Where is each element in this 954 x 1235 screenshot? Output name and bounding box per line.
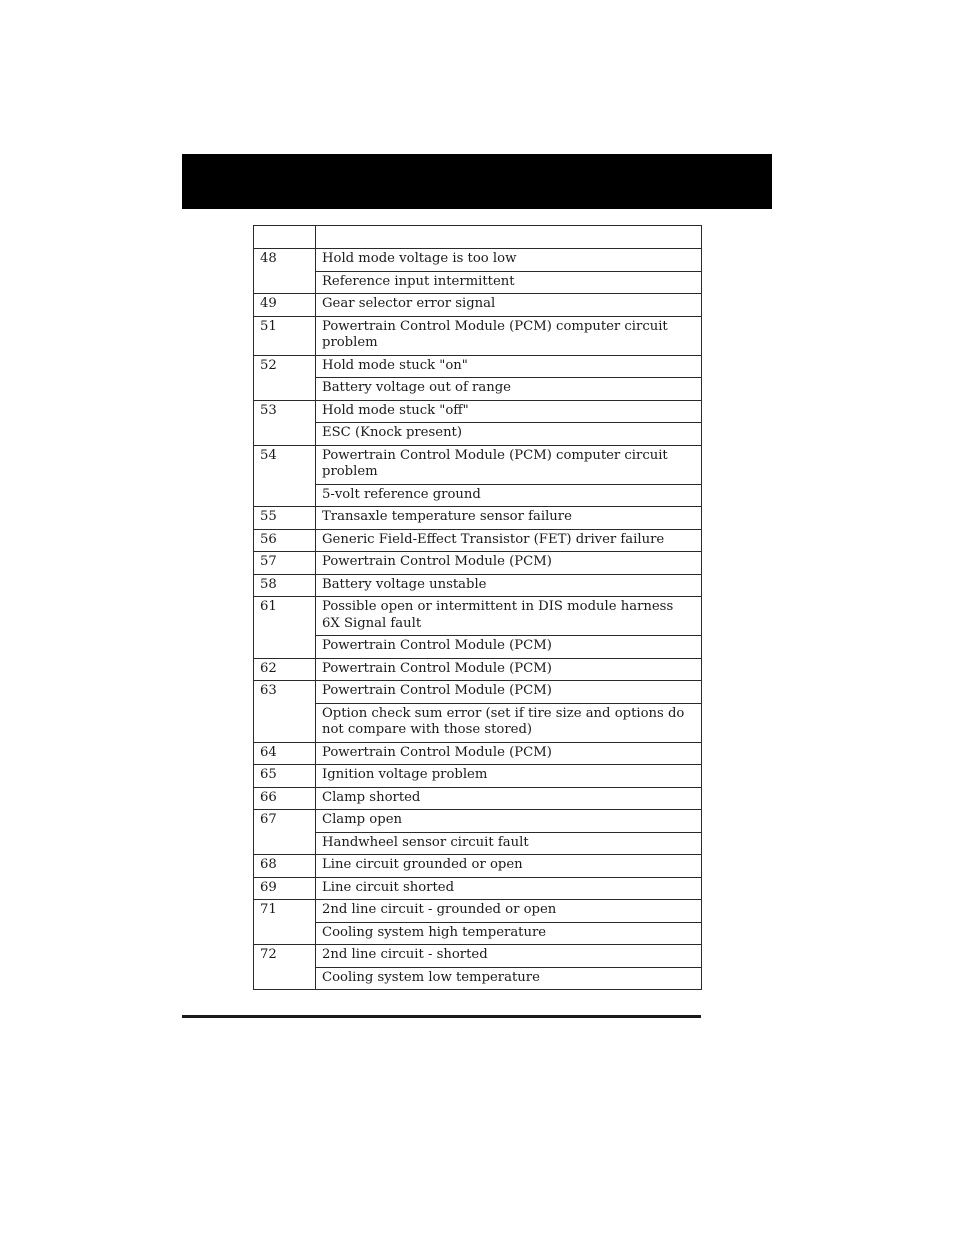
description-cell: Powertrain Control Module (PCM) — [316, 552, 702, 575]
table-row — [254, 271, 702, 294]
code-cell: 61 — [254, 597, 316, 659]
header-bar — [182, 154, 772, 209]
table-row — [254, 574, 702, 597]
table-row — [254, 484, 702, 507]
description-cell: Generic Field-Effect Transistor (FET) driver failure — [316, 529, 702, 552]
table-row — [254, 355, 702, 378]
table-row — [254, 681, 702, 704]
table-row — [254, 765, 702, 788]
code-cell: 52 — [254, 355, 316, 400]
code-cell: 66 — [254, 787, 316, 810]
table-row — [254, 922, 702, 945]
code-cell: 64 — [254, 742, 316, 765]
description-cell: Reference input intermittent — [316, 271, 702, 294]
description-cell: 2nd line circuit - shorted — [316, 945, 702, 968]
table-row — [254, 877, 702, 900]
code-cell: 54 — [254, 445, 316, 507]
description-cell: Hold mode stuck "off" — [316, 400, 702, 423]
code-cell: 67 — [254, 810, 316, 855]
code-cell: 49 — [254, 294, 316, 317]
description-cell: Option check sum error (set if tire size and options do not compare with those stored) — [316, 703, 702, 742]
description-cell: Powertrain Control Module (PCM) — [316, 742, 702, 765]
code-cell: 62 — [254, 658, 316, 681]
table-row — [254, 703, 702, 742]
trouble-code-table — [253, 225, 702, 990]
description-cell: Line circuit shorted — [316, 877, 702, 900]
description-cell: Transaxle temperature sensor failure — [316, 507, 702, 530]
table-row — [254, 507, 702, 530]
description-cell: ESC (Knock present) — [316, 423, 702, 446]
code-cell: 53 — [254, 400, 316, 445]
code-cell: 57 — [254, 552, 316, 575]
table-row — [254, 967, 702, 990]
code-cell: 69 — [254, 877, 316, 900]
table-row — [254, 597, 702, 636]
code-cell: 71 — [254, 900, 316, 945]
table-row — [254, 742, 702, 765]
description-cell: Clamp shorted — [316, 787, 702, 810]
description-cell: Battery voltage unstable — [316, 574, 702, 597]
table-row — [254, 855, 702, 878]
table-row — [254, 294, 702, 317]
code-cell: 48 — [254, 249, 316, 294]
description-cell: Line circuit grounded or open — [316, 855, 702, 878]
description-cell: Cooling system high temperature — [316, 922, 702, 945]
code-cell: 56 — [254, 529, 316, 552]
code-cell: 68 — [254, 855, 316, 878]
table-row — [254, 400, 702, 423]
code-cell: 72 — [254, 945, 316, 990]
table-header-row — [254, 226, 702, 249]
description-cell: Battery voltage out of range — [316, 378, 702, 401]
description-cell: Powertrain Control Module (PCM) — [316, 681, 702, 704]
code-cell: 55 — [254, 507, 316, 530]
description-cell: Powertrain Control Module (PCM) computer circuit problem — [316, 316, 702, 355]
table-row — [254, 900, 702, 923]
description-cell: Cooling system low temperature — [316, 967, 702, 990]
code-cell: 65 — [254, 765, 316, 788]
code-cell: 63 — [254, 681, 316, 743]
footer-rule — [182, 1015, 701, 1018]
description-cell: 5-volt reference ground — [316, 484, 702, 507]
description-cell: Clamp open — [316, 810, 702, 833]
description-cell: Ignition voltage problem — [316, 765, 702, 788]
description-cell: Gear selector error signal — [316, 294, 702, 317]
table-row — [254, 529, 702, 552]
table-row — [254, 378, 702, 401]
table-row — [254, 810, 702, 833]
table-row — [254, 787, 702, 810]
description-cell: Powertrain Control Module (PCM) computer circuit problem — [316, 445, 702, 484]
table-row — [254, 552, 702, 575]
table-row — [254, 445, 702, 484]
table-body — [254, 249, 702, 990]
code-column-header — [254, 226, 316, 249]
description-cell: Powertrain Control Module (PCM) — [316, 658, 702, 681]
table-row — [254, 636, 702, 659]
description-cell: Handwheel sensor circuit fault — [316, 832, 702, 855]
description-cell: Powertrain Control Module (PCM) — [316, 636, 702, 659]
description-cell: Possible open or intermittent in DIS module harness 6X Signal fault — [316, 597, 702, 636]
code-cell: 51 — [254, 316, 316, 355]
table-row — [254, 249, 702, 272]
table-row — [254, 658, 702, 681]
description-cell: 2nd line circuit - grounded or open — [316, 900, 702, 923]
description-column-header — [316, 226, 702, 249]
table-row — [254, 945, 702, 968]
code-cell: 58 — [254, 574, 316, 597]
description-cell: Hold mode voltage is too low — [316, 249, 702, 272]
table-row — [254, 832, 702, 855]
description-cell: Hold mode stuck "on" — [316, 355, 702, 378]
table-row — [254, 423, 702, 446]
table-row — [254, 316, 702, 355]
